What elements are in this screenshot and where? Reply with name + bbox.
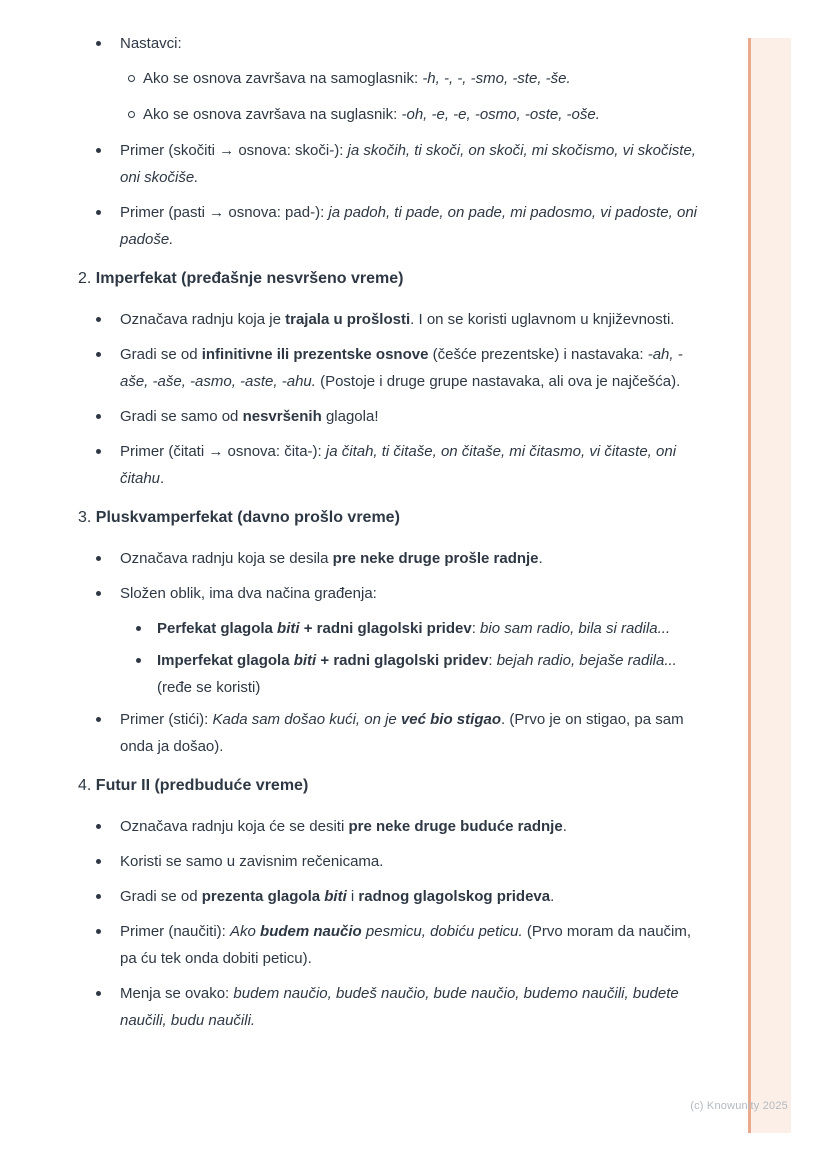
heading-title: Futur II (predbuduće vreme) [95, 777, 309, 794]
disc-bullet-icon [96, 859, 101, 864]
list-item-text: Gradi se od infinitivne ili prezentske osnove (češće prezentske) i nastavaka: -ah, -aše, -aše, -asmo, -aste, -ahu. (Postoje i druge grupe nastavaka, ali ova je najčešća). [120, 346, 683, 390]
disc-bullet-icon [136, 626, 141, 631]
list-item-text: Primer (čitati → osnova: čita-): ja čitah, ti čitaše, on čitaše, mi čitasmo, vi čitaste, oni čitahu. [120, 443, 677, 487]
disc-bullet-icon [96, 824, 101, 829]
heading-title: Pluskvamperfekat (davno prošlo vreme) [95, 509, 400, 526]
list-item-text: Ako se osnova završava na suglasnik: -oh, -e, -e, -osmo, -oste, -oše. [143, 106, 600, 123]
list-item [78, 545, 708, 572]
list-item [78, 647, 708, 701]
disc-bullet-icon [96, 317, 101, 322]
heading-number: 4. [78, 777, 96, 794]
list-item [78, 199, 708, 253]
disc-bullet-icon [96, 991, 101, 996]
list-item-text: Perfekat glagola biti + radni glagolski pridev: bio sam radio, bila si radila... [157, 620, 671, 637]
section-heading [78, 772, 708, 799]
list-item [78, 403, 708, 430]
list-item [78, 580, 708, 607]
heading-number: 3. [78, 509, 96, 526]
list-item [78, 341, 708, 395]
list-item-text: Označava radnju koja će se desiti pre neke druge buduće radnje. [120, 818, 567, 835]
list-item [78, 306, 708, 333]
list-item [78, 848, 708, 875]
list-item [78, 101, 708, 128]
list-item-text: Koristi se samo u zavisnim rečenicama. [120, 853, 384, 870]
list-item-text: Primer (naučiti): Ako budem naučio pesmicu, dobiću peticu. (Prvo moram da naučim, pa ću tek onda dobiti peticu). [120, 923, 692, 967]
list-item [78, 137, 708, 191]
disc-bullet-icon [136, 658, 141, 663]
list-item-text: Označava radnju koja se desila pre neke druge prošle radnje. [120, 550, 543, 567]
list-item-text: Primer (skočiti → osnova: skoči-): ja skočih, ti skoči, on skoči, mi skočismo, vi skočiste, oni skočiše. [120, 142, 696, 186]
disc-bullet-icon [96, 591, 101, 596]
list-item [78, 980, 708, 1034]
list-item-text: Gradi se od prezenta glagola biti i radnog glagolskog prideva. [120, 888, 555, 905]
circle-bullet-icon [128, 111, 135, 118]
circle-bullet-icon [128, 75, 135, 82]
list-item [78, 615, 708, 642]
list-item-text: Primer (stići): Kada sam došao kući, on je već bio stigao. (Prvo je on stigao, pa sam onda ja došao). [120, 711, 684, 755]
section-heading [78, 265, 708, 292]
list-item [78, 65, 708, 92]
list-item-text: Menja se ovako: budem naučio, budeš naučio, bude naučio, budemo naučili, budete naučili, budu naučili. [120, 985, 679, 1029]
section-heading [78, 504, 708, 531]
list-item [78, 918, 708, 972]
disc-bullet-icon [96, 449, 101, 454]
disc-bullet-icon [96, 556, 101, 561]
list-item-text: Složen oblik, ima dva načina građenja: [120, 585, 377, 602]
heading-number: 2. [78, 270, 96, 287]
list-item-text: Primer (pasti → osnova: pad-): ja padoh, ti pade, on pade, mi padosmo, vi padoste, oni padoše. [120, 204, 697, 248]
list-item-text: Imperfekat glagola biti + radni glagolski pridev: bejah radio, bejaše radila... (ređe se koristi) [157, 652, 677, 696]
document [78, 30, 708, 1042]
heading-title: Imperfekat (pređašnje nesvršeno vreme) [95, 270, 404, 287]
disc-bullet-icon [96, 414, 101, 419]
disc-bullet-icon [96, 352, 101, 357]
list-item [78, 883, 708, 910]
list-item [78, 813, 708, 840]
list-item-text: Označava radnju koja je trajala u prošlosti. I on se koristi uglavnom u književnosti. [120, 311, 675, 328]
disc-bullet-icon [96, 929, 101, 934]
list-item [78, 438, 708, 492]
disc-bullet-icon [96, 41, 101, 46]
list-item [78, 706, 708, 760]
disc-bullet-icon [96, 148, 101, 153]
disc-bullet-icon [96, 894, 101, 899]
disc-bullet-icon [96, 210, 101, 215]
list-item-text: Gradi se samo od nesvršenih glagola! [120, 408, 379, 425]
list-item-text: Ako se osnova završava na samoglasnik: -h, -, -, -smo, -ste, -še. [143, 70, 571, 87]
disc-bullet-icon [96, 717, 101, 722]
list-item [78, 30, 708, 57]
copyright-watermark: (c) Knowunity 2025 [690, 1100, 788, 1112]
list-item-text: Nastavci: [120, 35, 182, 52]
page-accent-stripe [748, 38, 791, 1133]
